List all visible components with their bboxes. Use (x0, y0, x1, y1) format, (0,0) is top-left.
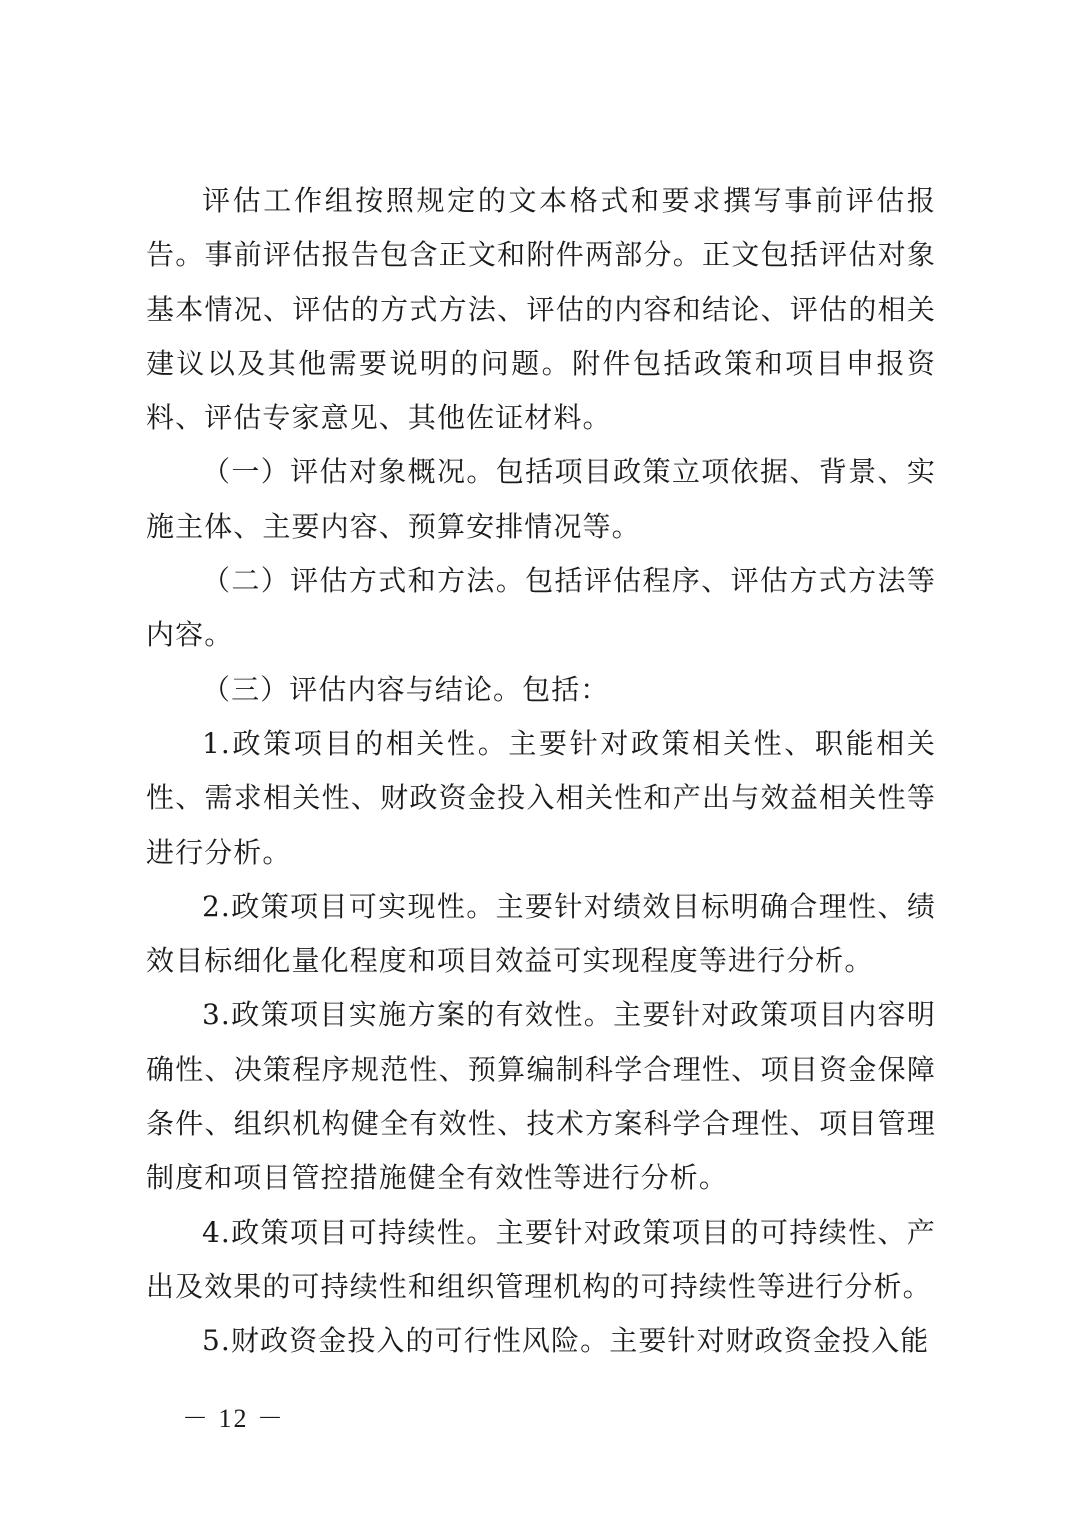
paragraph-item-4: 4.政策项目可持续性。主要针对政策项目的可持续性、产出及效果的可持续性和组织管理机构的可持续性等进行分析。 (146, 1215, 936, 1303)
paragraph-item-1: 1.政策项目的相关性。主要针对政策相关性、职能相关性、需求相关性、财政资金投入相关性和产出与效益相关性等进行分析。 (146, 726, 936, 869)
paragraph-section-3: （三）评估内容与结论。包括： (202, 672, 610, 706)
body-text (146, 174, 936, 1369)
page-number: － 12 － (182, 1404, 286, 1433)
paragraph-section-2: （二）评估方式和方法。包括评估程序、评估方式方法等内容。 (146, 564, 936, 652)
paragraph-item-2: 2.政策项目可实现性。主要针对绩效目标明确合理性、绩效目标细化量化程度和项目效益可实现程度等进行分析。 (146, 889, 936, 978)
paragraph-section-1: （一）评估对象概况。包括项目政策立项依据、背景、实施主体、主要内容、预算安排情况等。 (146, 455, 936, 543)
paragraph-item-3: 3.政策项目实施方案的有效性。主要针对政策项目内容明确性、决策程序规范性、预算编制科学合理性、项目资金保障条件、组织机构健全有效性、技术方案科学合理性、项目管理制度和项目管控措施健全有效性等进行分析。 (146, 998, 936, 1195)
paragraph-item-5: 5.财政资金投入的可行性风险。主要针对财政资金投入能 (202, 1324, 930, 1358)
paragraph-report-overview: 评估工作组按照规定的文本格式和要求撰写事前评估报告。事前评估报告包含正文和附件两部分。正文包括评估对象基本情况、评估的方式方法、评估的内容和结论、评估的相关建议以及其他需要说明的问题。附件包括政策和项目申报资料、评估专家意见、其他佐证材料。 (146, 184, 936, 435)
